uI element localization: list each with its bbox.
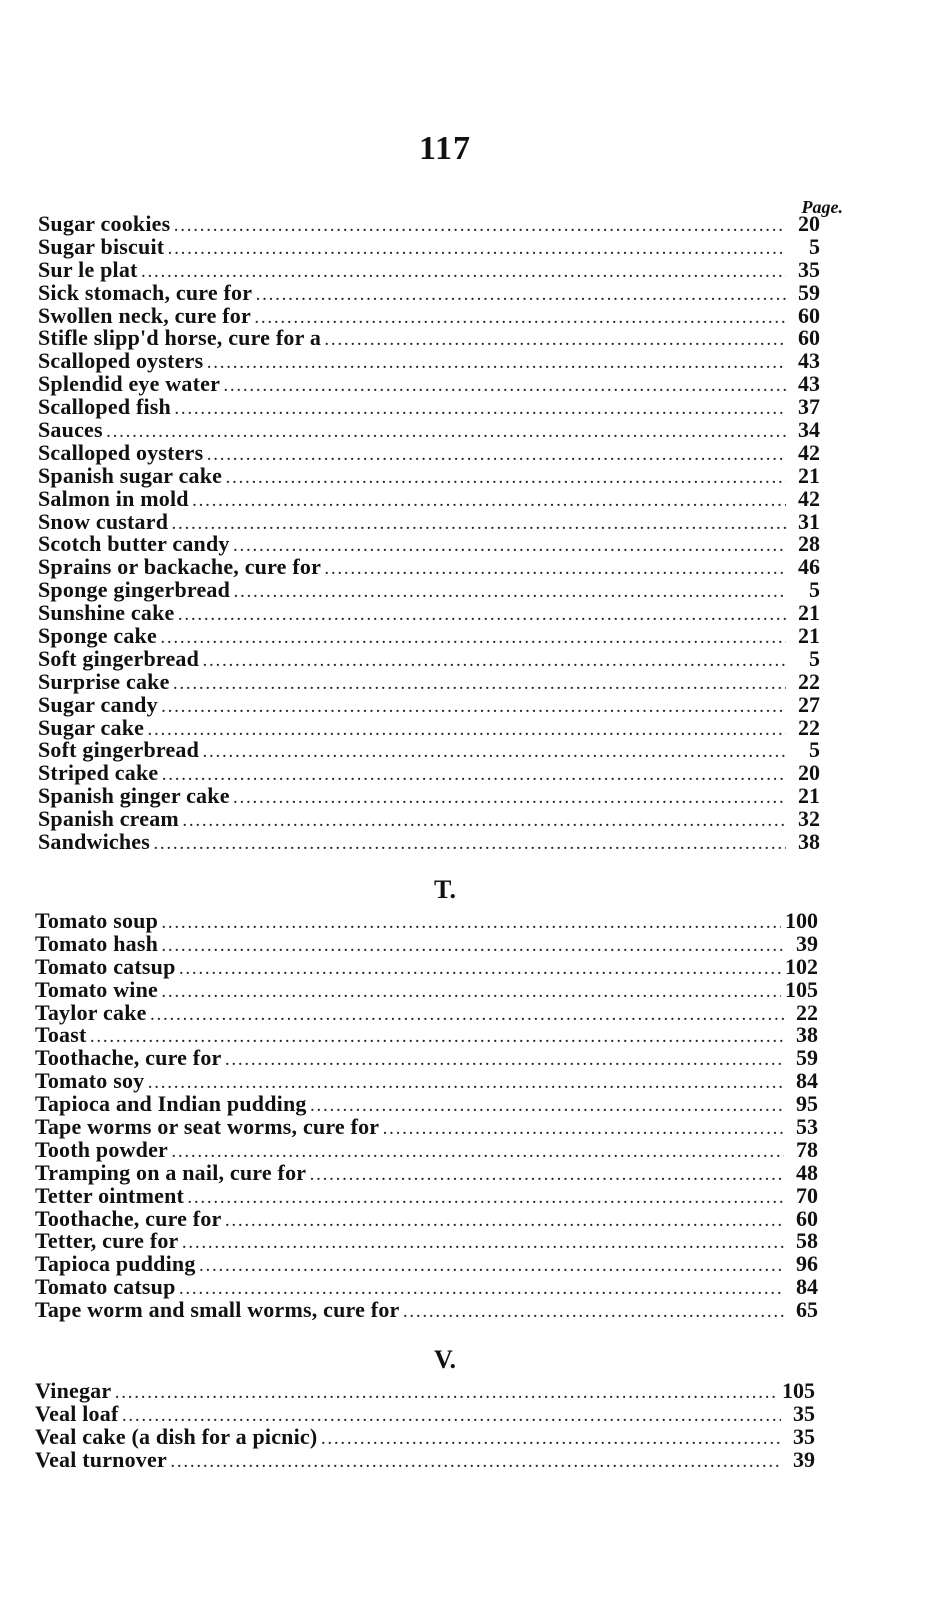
index-section-s: [0, 213, 941, 854]
dot-leader: [115, 1384, 778, 1407]
entry-page-number: 60: [796, 1205, 818, 1231]
dot-leader: [321, 1430, 781, 1453]
entry-page-number: 102: [785, 953, 818, 979]
entry-page-number: 84: [796, 1068, 818, 1094]
entry-label: Tomato catsup: [35, 1274, 176, 1300]
entry-page-number: 32: [798, 806, 820, 832]
entry-label: Salmon in mold: [38, 485, 189, 511]
entry-page-number: 58: [796, 1228, 818, 1254]
entry-label: Tomato catsup: [35, 953, 176, 979]
index-entry: [0, 1159, 818, 1185]
entry-label: Sprains or backache, cure for: [38, 554, 322, 580]
index-entry: [0, 1299, 818, 1322]
dot-leader: [151, 1006, 784, 1029]
index-entry: [0, 1136, 818, 1162]
entry-label: Tape worm and small worms, cure for: [35, 1297, 400, 1323]
dot-leader: [162, 983, 781, 1006]
index-entry: [0, 714, 820, 740]
index-entry: [0, 808, 820, 831]
section-letter-heading: V.: [434, 1345, 456, 1374]
entry-page-number: 31: [798, 508, 820, 534]
entry-page-number: 35: [793, 1423, 815, 1449]
entry-page-number: 22: [796, 999, 818, 1025]
index-entry: [0, 930, 818, 956]
page-number: 117: [418, 130, 472, 167]
entry-label: Taylor cake: [35, 999, 147, 1025]
dot-leader: [154, 835, 786, 858]
index-entry: [0, 1047, 818, 1070]
dot-leader: [171, 1453, 781, 1476]
index-entry: [0, 999, 818, 1025]
entry-label: Tomato wine: [35, 976, 159, 1002]
index-entry: [0, 976, 818, 1002]
dot-leader: [226, 1212, 784, 1235]
entry-page-number: 21: [798, 462, 820, 488]
entry-label: Soft gingerbread: [38, 737, 200, 763]
entry-page-number: 78: [796, 1136, 818, 1162]
dot-leader: [207, 446, 786, 469]
entry-page-number: 48: [796, 1159, 818, 1185]
dot-leader: [325, 560, 786, 583]
index-entry: [0, 350, 820, 373]
dot-leader: [256, 286, 786, 309]
dot-leader: [172, 515, 786, 538]
entry-label: Spanish cream: [38, 806, 179, 832]
entry-page-number: 5: [809, 577, 820, 603]
index-entry: [0, 602, 820, 625]
dot-leader: [200, 1257, 784, 1280]
entry-page-number: 70: [796, 1182, 818, 1208]
entry-page-number: 5: [809, 645, 820, 671]
entry-label: Scalloped fish: [38, 394, 171, 420]
entry-page-number: 21: [798, 783, 820, 809]
entry-page-number: 59: [796, 1045, 818, 1071]
entry-page-number: 95: [796, 1091, 818, 1117]
entry-label: Toothache, cure for: [35, 1205, 222, 1231]
index-section-v: [0, 1340, 941, 1472]
entry-label: Toast: [35, 1022, 87, 1048]
entry-label: Sunshine cake: [38, 600, 175, 626]
entry-page-number: 100: [785, 908, 818, 933]
dot-leader: [162, 766, 786, 789]
dot-leader: [174, 675, 786, 698]
dot-leader: [188, 1189, 784, 1212]
entry-label: Tooth powder: [35, 1136, 169, 1162]
entry-label: Scotch butter candy: [38, 531, 230, 557]
entry-label: Toothache, cure for: [35, 1045, 222, 1071]
entry-label: Vinegar: [35, 1378, 112, 1403]
entry-page-number: 60: [798, 302, 820, 328]
index-entry: [0, 785, 820, 808]
index-entry: [0, 1024, 818, 1047]
dot-leader: [180, 960, 781, 983]
entry-page-number: 46: [798, 554, 820, 580]
dot-leader: [203, 743, 786, 766]
dot-leader: [162, 914, 781, 937]
entry-label: Tapioca pudding: [35, 1251, 196, 1277]
index-entry: [0, 485, 820, 511]
entry-label: Sur le plat: [38, 256, 138, 282]
entry-label: Spanish sugar cake: [38, 462, 223, 488]
dot-leader: [168, 240, 786, 263]
entry-page-number: 96: [796, 1251, 818, 1277]
index-entry: [0, 668, 820, 694]
entry-label: Stifle slipp'd horse, cure for a: [38, 325, 322, 351]
index-entry: [0, 1400, 815, 1426]
entry-label: Veal turnover: [35, 1446, 167, 1472]
dot-leader: [224, 377, 786, 400]
index-entry: [0, 762, 820, 785]
entry-label: Spanish ginger cake: [38, 783, 230, 809]
entry-label: Sugar candy: [38, 691, 158, 717]
entry-page-number: 27: [798, 691, 820, 717]
dot-leader: [183, 1234, 784, 1257]
entry-label: Sandwiches: [38, 829, 151, 855]
entry-label: Tetter ointment: [35, 1182, 185, 1208]
index-entry: [0, 1093, 818, 1116]
index-entry: [0, 302, 820, 328]
index-entry: [0, 1446, 815, 1472]
dot-leader: [175, 400, 786, 423]
entry-label: Sauces: [38, 417, 103, 443]
index-entry: [0, 439, 820, 465]
index-entry: [0, 739, 820, 762]
dot-leader: [234, 583, 786, 606]
index-entry: [0, 279, 820, 305]
entry-label: Scalloped oysters: [38, 348, 204, 374]
entry-page-number: 21: [798, 600, 820, 626]
entry-page-number: 65: [796, 1297, 818, 1323]
index-entry: [0, 1205, 818, 1231]
entry-page-number: 20: [798, 760, 820, 786]
entry-page-number: 38: [798, 829, 820, 855]
entry-page-number: 53: [796, 1114, 818, 1140]
entry-page-number: 22: [798, 668, 820, 694]
entry-label: Soft gingerbread: [38, 645, 200, 671]
dot-leader: [203, 652, 786, 675]
entry-label: Swollen neck, cure for: [38, 302, 251, 328]
entry-label: Sponge gingerbread: [38, 577, 231, 603]
index-entry: [0, 831, 820, 854]
entry-page-number: 22: [798, 714, 820, 740]
index-entry: [0, 256, 820, 282]
index-entry: [0, 556, 820, 579]
entry-label: Tramping on a nail, cure for: [35, 1159, 307, 1185]
index-entry: [0, 419, 820, 442]
entry-page-number: 42: [798, 439, 820, 465]
dot-leader: [174, 217, 786, 240]
entry-page-number: 43: [798, 348, 820, 374]
entry-page-number: 38: [796, 1022, 818, 1048]
entry-label: Sick stomach, cure for: [38, 279, 253, 305]
entry-label: Tomato hash: [35, 930, 159, 956]
entry-page-number: 59: [798, 279, 820, 305]
dot-leader: [183, 812, 786, 835]
entry-label: Splendid eye water: [38, 371, 221, 397]
dot-leader: [107, 423, 786, 446]
entry-label: Tapioca and Indian pudding: [35, 1091, 307, 1117]
index-entry: [0, 533, 820, 556]
index-entry: [0, 1230, 818, 1253]
index-entry: [0, 953, 818, 979]
index-entry: [0, 1380, 815, 1403]
dot-leader: [310, 1166, 784, 1189]
index-entry: [0, 579, 820, 602]
index-entry: [0, 233, 820, 259]
dot-leader: [178, 606, 786, 629]
entry-page-number: 35: [798, 256, 820, 282]
dot-leader: [161, 629, 786, 652]
entry-page-number: 39: [793, 1446, 815, 1472]
dot-leader: [255, 309, 786, 332]
entry-page-number: 84: [796, 1274, 818, 1300]
entry-page-number: 43: [798, 371, 820, 397]
index-entry: [0, 625, 820, 648]
section-letter-heading: T.: [434, 875, 456, 904]
dot-leader: [207, 354, 786, 377]
entry-page-number: 5: [809, 233, 820, 259]
dot-leader: [234, 789, 786, 812]
dot-leader: [148, 721, 786, 744]
index-entry: [0, 691, 820, 717]
entry-label: Tomato soup: [35, 908, 159, 933]
entry-page-number: 39: [796, 930, 818, 956]
dot-leader: [403, 1303, 784, 1326]
dot-leader: [162, 937, 784, 960]
entry-label: Sugar cake: [38, 714, 145, 740]
entry-label: Scalloped oysters: [38, 439, 204, 465]
dot-leader: [162, 698, 786, 721]
entry-label: Tape worms or seat worms, cure for: [35, 1114, 380, 1140]
entry-page-number: 5: [809, 737, 820, 763]
index-section-t: [0, 870, 941, 1322]
index-entry: [0, 1276, 818, 1299]
entry-label: Veal loaf: [35, 1400, 119, 1426]
index-entry: [0, 1070, 818, 1093]
entry-page-number: 37: [798, 394, 820, 420]
dot-leader: [311, 1097, 784, 1120]
entry-page-number: 42: [798, 485, 820, 511]
entry-label: Veal cake (a dish for a picnic): [35, 1423, 318, 1449]
dot-leader: [325, 331, 786, 354]
dot-leader: [226, 1051, 784, 1074]
index-entry: [0, 396, 820, 419]
entry-page-number: 34: [798, 417, 820, 443]
index-entry: [0, 213, 820, 236]
entry-label: Tomato soy: [35, 1068, 145, 1094]
entry-page-number: 20: [798, 211, 820, 236]
entry-label: Striped cake: [38, 760, 159, 786]
entry-label: Snow custard: [38, 508, 169, 534]
index-entry: [0, 462, 820, 488]
entry-page-number: 35: [793, 1400, 815, 1426]
index-entry: [0, 327, 820, 350]
entry-page-number: 105: [782, 1378, 815, 1403]
index-entry: [0, 645, 820, 671]
entry-label: Surprise cake: [38, 668, 170, 694]
entry-page-number: 60: [798, 325, 820, 351]
dot-leader: [193, 492, 786, 515]
entry-label: Sponge cake: [38, 623, 157, 649]
dot-leader: [226, 469, 786, 492]
entry-label: Sugar biscuit: [38, 233, 165, 259]
index-entry: [0, 910, 818, 933]
index-entry: [0, 1116, 818, 1139]
entry-label: Tetter, cure for: [35, 1228, 179, 1254]
entry-page-number: 21: [798, 623, 820, 649]
entry-page-number: 28: [798, 531, 820, 557]
index-entry: [0, 373, 820, 396]
index-entry: [0, 508, 820, 534]
dot-leader: [383, 1120, 784, 1143]
page-column-header: Page.: [801, 197, 843, 217]
entry-page-number: 105: [785, 976, 818, 1002]
entry-label: Sugar cookies: [38, 211, 171, 236]
index-entry: [0, 1423, 815, 1449]
index-entry: [0, 1253, 818, 1276]
index-entry: [0, 1182, 818, 1208]
